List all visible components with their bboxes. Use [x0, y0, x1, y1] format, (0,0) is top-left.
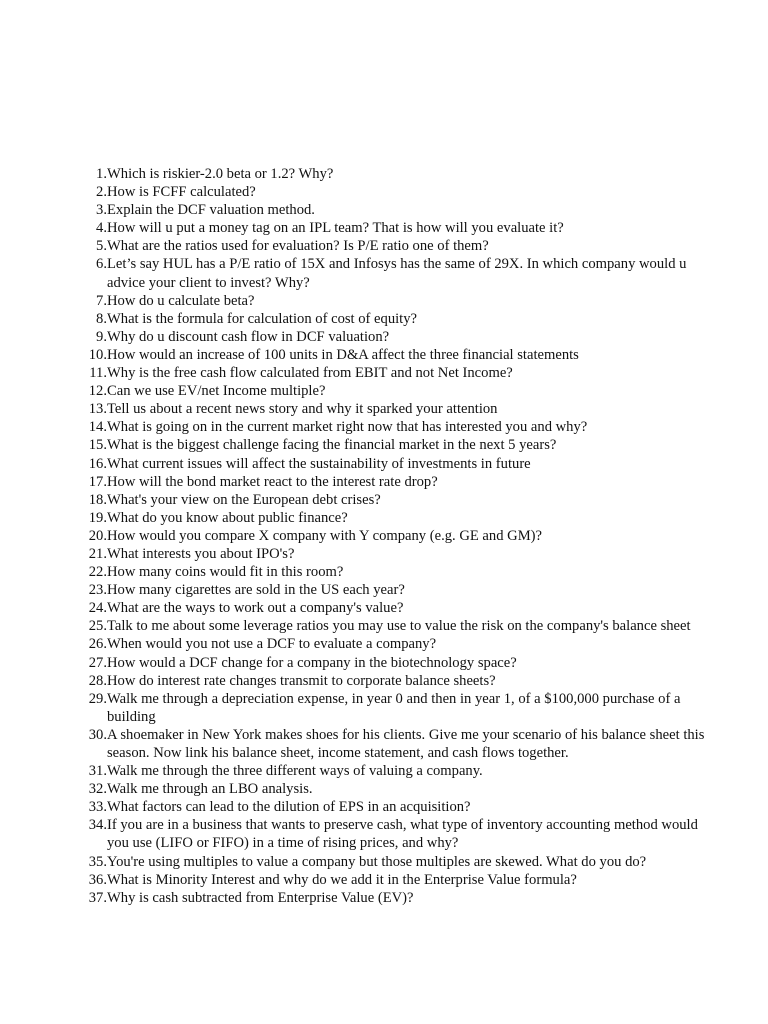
- question-text: Why do u discount cash flow in DCF valuation?: [107, 328, 390, 345]
- question-text: What are the ratios used for evaluation? Is P/E ratio one of them?: [107, 238, 489, 255]
- question-text: Walk me through an LBO analysis.: [107, 781, 313, 798]
- question-text: How will the bond market react to the interest rate drop?: [107, 473, 438, 490]
- question-text: How do interest rate changes transmit to corporate balance sheets?: [107, 672, 496, 689]
- question-item: [80, 654, 712, 672]
- question-number: 5.: [96, 238, 107, 255]
- question-item: [80, 201, 712, 219]
- question-number: 20.: [88, 527, 107, 544]
- question-text: How would you compare X company with Y company (e.g. GE and GM)?: [107, 527, 543, 544]
- question-number: 21.: [88, 545, 107, 562]
- question-text: Let’s say HUL has a P/E ratio of 15X and Infosys has the same of 29X. In which company would u advice your client to invest? Why?: [107, 256, 687, 291]
- question-number: 31.: [88, 763, 107, 780]
- question-item: [80, 183, 712, 201]
- question-number: 8.: [96, 310, 107, 327]
- question-number: 15.: [88, 437, 107, 454]
- question-item: [80, 473, 712, 491]
- question-item: [80, 816, 712, 852]
- question-number: 17.: [88, 473, 107, 490]
- question-number: 12.: [88, 383, 107, 400]
- question-text: How would a DCF change for a company in the biotechnology space?: [107, 654, 517, 671]
- question-text: Why is cash subtracted from Enterprise Value (EV)?: [107, 889, 414, 906]
- question-item: [80, 310, 712, 328]
- question-item: [80, 527, 712, 545]
- question-text: What do you know about public finance?: [107, 509, 348, 526]
- question-text: When would you not use a DCF to evaluate a company?: [107, 636, 437, 653]
- question-item: [80, 599, 712, 617]
- question-text: How will u put a money tag on an IPL team? That is how will you evaluate it?: [107, 220, 564, 237]
- question-item: [80, 617, 712, 635]
- question-list: [80, 165, 712, 907]
- question-number: 36.: [88, 871, 107, 888]
- question-text: Which is riskier-2.0 beta or 1.2? Why?: [107, 166, 334, 182]
- question-item: [80, 219, 712, 237]
- question-text: Why is the free cash flow calculated from EBIT and not Net Income?: [107, 365, 513, 382]
- question-item: [80, 690, 712, 726]
- question-number: 1.: [96, 166, 107, 182]
- question-item: [80, 436, 712, 454]
- question-item: [80, 346, 712, 364]
- question-text: What is Minority Interest and why do we add it in the Enterprise Value formula?: [107, 871, 577, 888]
- question-text: Tell us about a recent news story and why it sparked your attention: [107, 401, 498, 418]
- question-text: What is the biggest challenge facing the financial market in the next 5 years?: [107, 437, 557, 454]
- question-item: [80, 292, 712, 310]
- question-text: What interests you about IPO's?: [107, 545, 295, 562]
- question-item: [80, 400, 712, 418]
- question-number: 7.: [96, 292, 107, 309]
- question-item: [80, 889, 712, 907]
- question-item: [80, 491, 712, 509]
- question-number: 11.: [89, 365, 107, 382]
- question-text: What's your view on the European debt crises?: [107, 491, 381, 508]
- question-number: 24.: [88, 600, 107, 617]
- question-text: Can we use EV/net Income multiple?: [107, 383, 326, 400]
- question-item: [80, 165, 712, 183]
- question-text: Explain the DCF valuation method.: [107, 202, 315, 219]
- question-item: [80, 853, 712, 871]
- question-item: [80, 455, 712, 473]
- question-text: What is the formula for calculation of cost of equity?: [107, 310, 418, 327]
- question-item: [80, 762, 712, 780]
- question-text: Talk to me about some leverage ratios you may use to value the risk on the company's balance sheet: [107, 618, 691, 635]
- question-number: 13.: [88, 401, 107, 418]
- question-item: [80, 672, 712, 690]
- question-text: Walk me through a depreciation expense, in year 0 and then in year 1, of a $100,000 purchase of a building: [107, 690, 681, 725]
- question-number: 9.: [96, 328, 107, 345]
- question-number: 26.: [88, 636, 107, 653]
- question-number: 18.: [88, 491, 107, 508]
- question-number: 32.: [88, 781, 107, 798]
- question-text: If you are in a business that wants to preserve cash, what type of inventory accounting method would you use (LIFO or FIFO) in a time of rising prices, and why?: [107, 817, 698, 852]
- question-number: 35.: [88, 853, 107, 870]
- question-number: 16.: [88, 455, 107, 472]
- question-number: 10.: [88, 346, 107, 363]
- question-text: What factors can lead to the dilution of EPS in an acquisition?: [107, 799, 471, 816]
- question-text: What current issues will affect the sustainability of investments in future: [107, 455, 531, 472]
- question-text: A shoemaker in New York makes shoes for his clients. Give me your scenario of his balance sheet this season. Now link his balance sheet, income statement, and cash flows together.: [107, 726, 705, 761]
- question-item: [80, 635, 712, 653]
- question-item: [80, 382, 712, 400]
- question-item: [80, 255, 712, 291]
- question-item: [80, 563, 712, 581]
- question-number: 4.: [96, 220, 107, 237]
- question-text: How many coins would fit in this room?: [107, 564, 344, 581]
- question-item: [80, 418, 712, 436]
- question-number: 25.: [88, 618, 107, 635]
- question-number: 33.: [88, 799, 107, 816]
- question-number: 14.: [88, 419, 107, 436]
- question-number: 29.: [88, 690, 107, 707]
- question-item: [80, 364, 712, 382]
- question-number: 22.: [88, 564, 107, 581]
- question-item: [80, 871, 712, 889]
- question-text: How would an increase of 100 units in D&A affect the three financial statements: [107, 346, 579, 363]
- question-number: 19.: [88, 509, 107, 526]
- question-number: 37.: [88, 889, 107, 906]
- question-number: 6.: [96, 256, 107, 273]
- question-item: [80, 328, 712, 346]
- question-text: How is FCFF calculated?: [107, 184, 256, 201]
- question-text: You're using multiples to value a company but those multiples are skewed. What do you do?: [107, 853, 647, 870]
- question-text: What is going on in the current market right now that has interested you and why?: [107, 419, 588, 436]
- question-item: [80, 798, 712, 816]
- question-text: How do u calculate beta?: [107, 292, 255, 309]
- question-item: [80, 237, 712, 255]
- question-text: Walk me through the three different ways of valuing a company.: [107, 763, 483, 780]
- question-item: [80, 545, 712, 563]
- question-item: [80, 726, 712, 762]
- question-item: [80, 509, 712, 527]
- question-number: 28.: [88, 672, 107, 689]
- question-number: 34.: [88, 817, 107, 834]
- question-text: How many cigarettes are sold in the US each year?: [107, 582, 405, 599]
- question-text: What are the ways to work out a company's value?: [107, 600, 404, 617]
- question-item: [80, 780, 712, 798]
- question-item: [80, 581, 712, 599]
- question-number: 27.: [88, 654, 107, 671]
- question-number: 3.: [96, 202, 107, 219]
- question-number: 2.: [96, 184, 107, 201]
- question-number: 23.: [88, 582, 107, 599]
- question-number: 30.: [88, 726, 107, 743]
